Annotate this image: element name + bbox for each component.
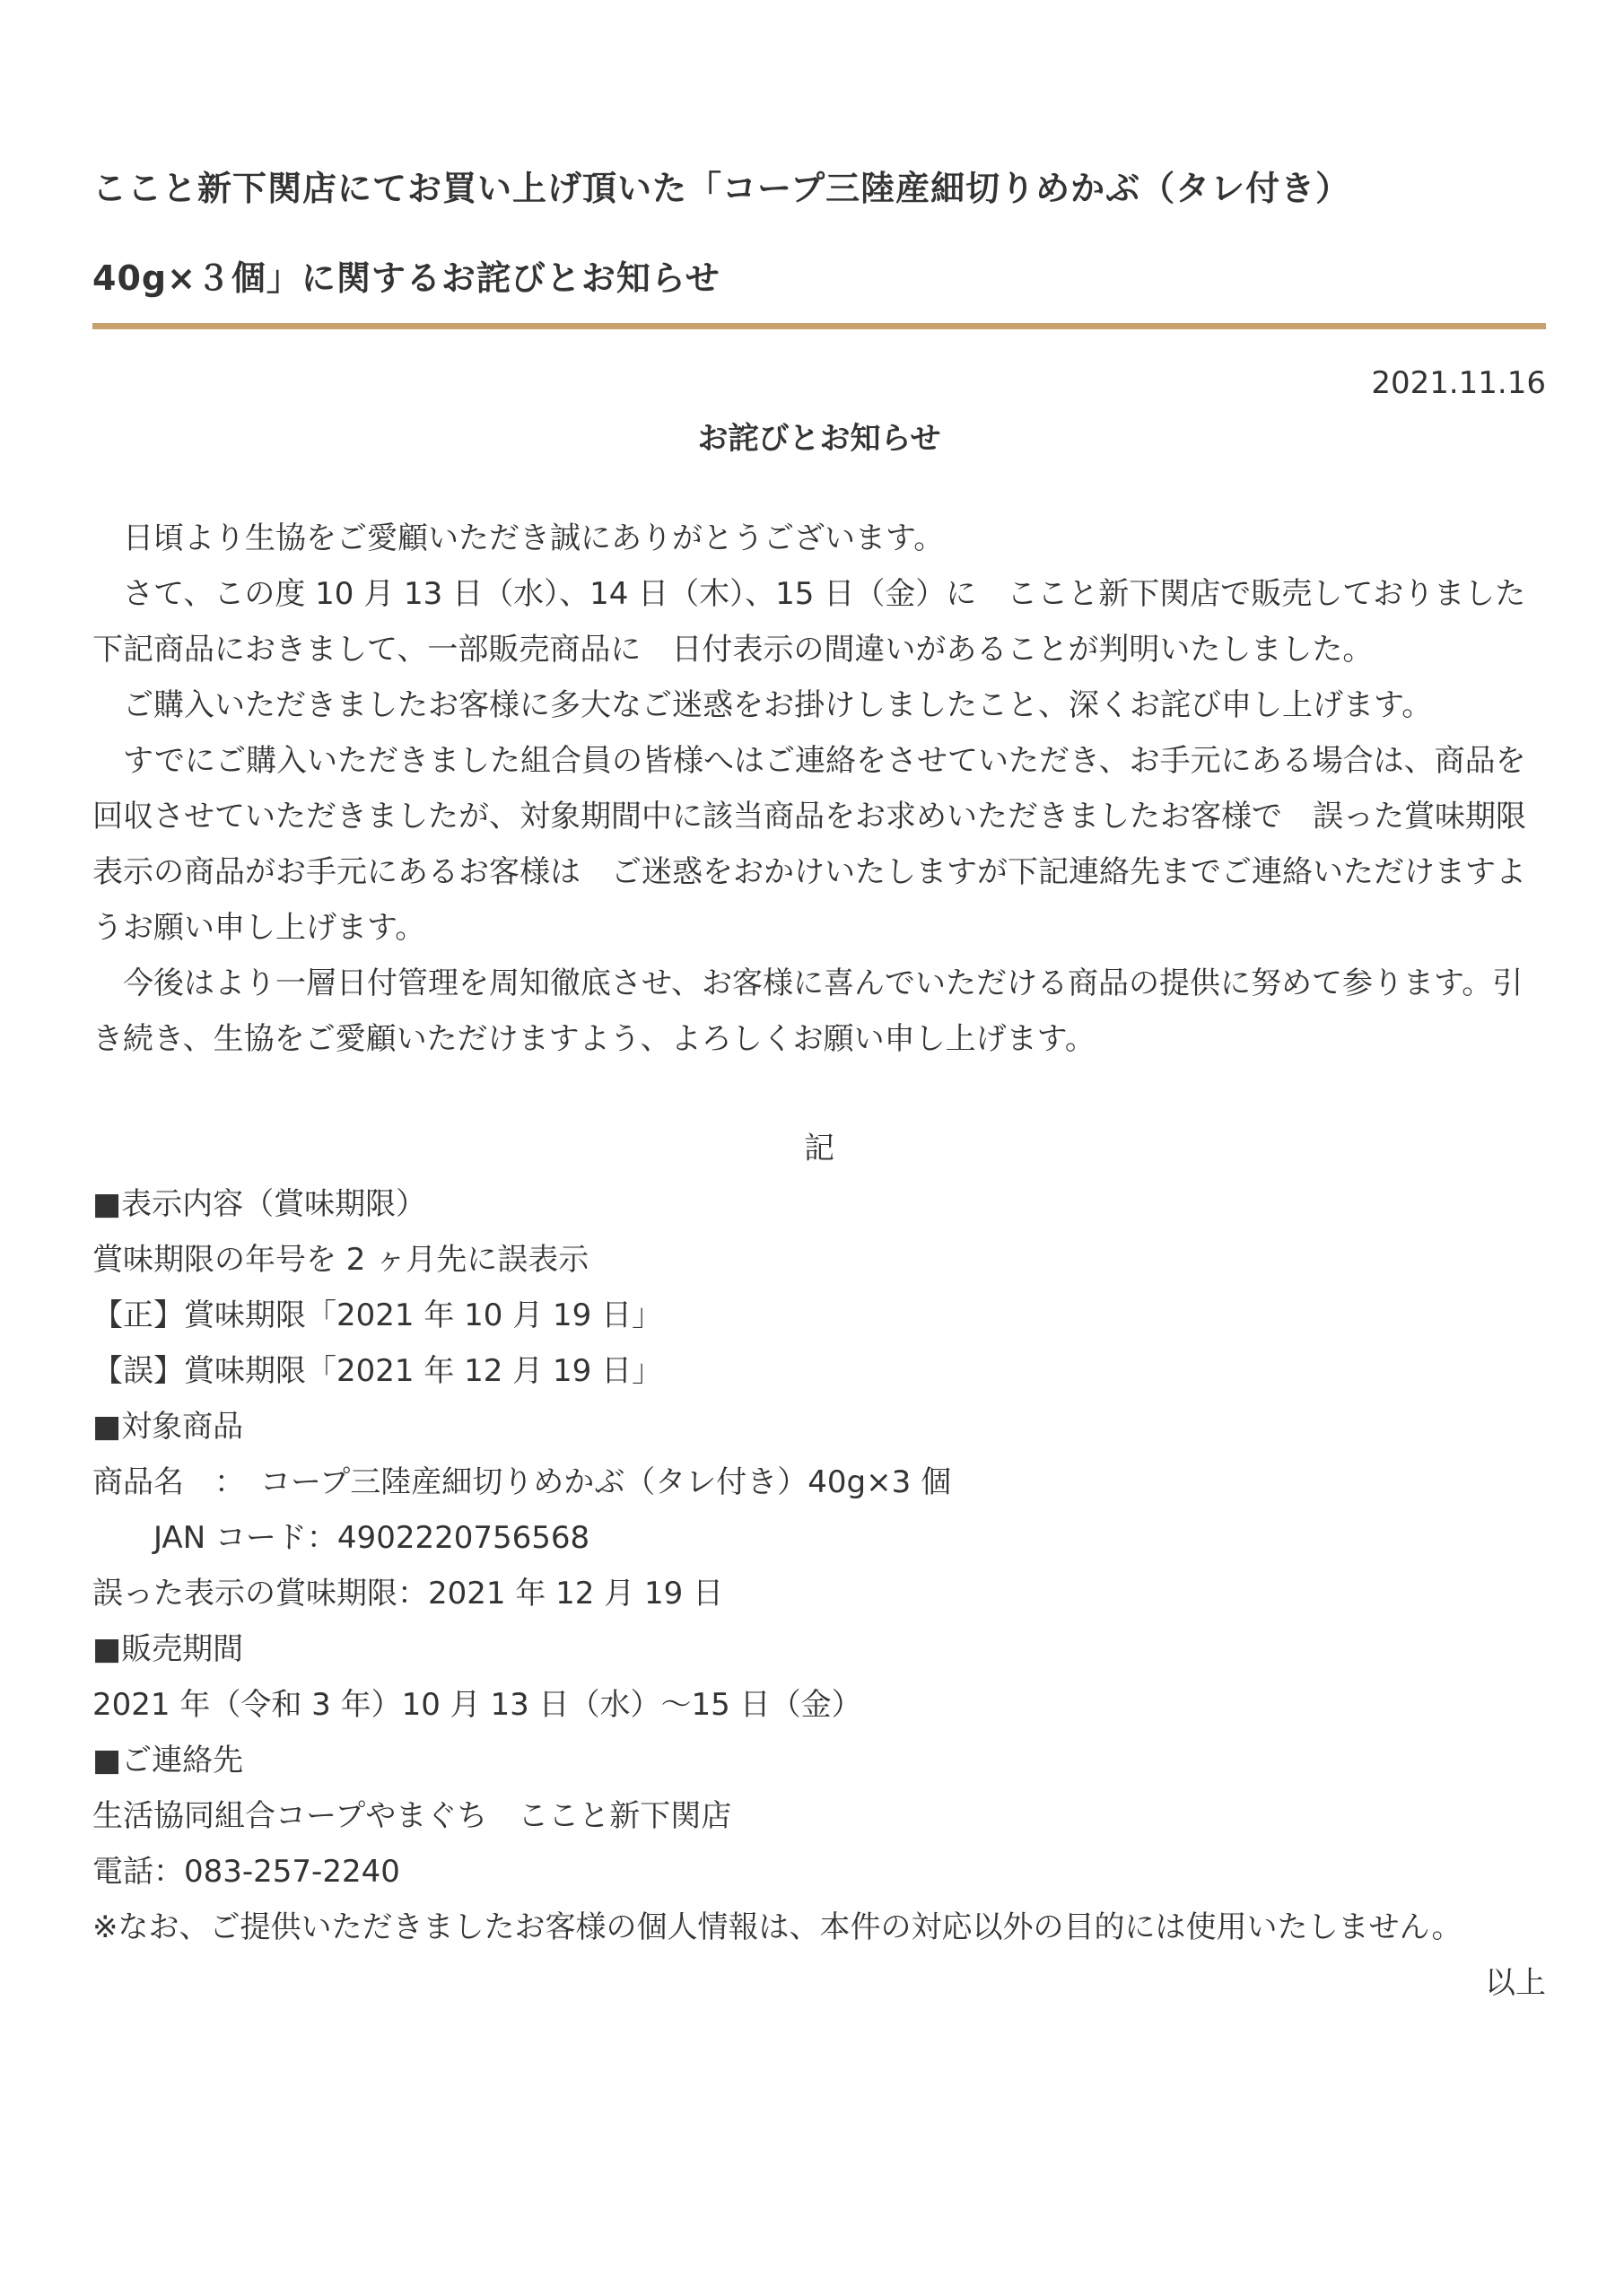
paragraph-issue: さて、この度 10 月 13 日（水）、14 日（木）、15 日（金）に ここと新下関店で販売しておりました下記商品におきまして、一部販売商品に 日付表示の間違いがあることが判明いたしました。 — [92, 576, 1526, 668]
period-heading: ■販売期間 — [92, 1631, 244, 1667]
display-heading: ■表示内容（賞味期限） — [92, 1186, 427, 1222]
product-name: 商品名 ： コープ三陸産細切りめかぶ（タレ付き）40g×3 個 — [92, 1464, 952, 1500]
paragraph-commitment: 今後はより一層日付管理を周知徹底させ、お客様に喜んでいただける商品の提供に努めて参ります。引き続き、生協をご愛顧いただけますよう、よろしくお願い申し上げます。 — [92, 965, 1524, 1057]
page-title — [92, 144, 1546, 323]
title-line-1: ここと新下関店にてお買い上げ頂いた「コープ三陸産細切りめかぶ（タレ付き） — [92, 169, 1351, 208]
notice-body — [92, 511, 1546, 1067]
wrong-expiry-date: 誤った表示の賞味期限：2021 年 12 月 19 日 — [92, 1576, 724, 1612]
product-heading: ■対象商品 — [92, 1409, 244, 1445]
closing-mark: 以上 — [1485, 1965, 1546, 2001]
notice-date: 2021.11.16 — [1371, 365, 1546, 401]
paragraph-request: すでにご購入いただきました組合員の皆様へはご連絡をさせていただき、お手元にある場合は、商品を回収させていただきましたが、対象期間中に該当商品をお求めいただきましたお客様で 誤った賞味期限表示の商品がお手元にあるお客様は ご迷惑をおかけいたしますが下記連絡先までご連絡いただけますようお願い申し上げます。 — [92, 743, 1526, 946]
correct-date: 【正】賞味期限「2021 年 10 月 19 日」 — [92, 1297, 663, 1333]
contact-phone: 電話：083-257-2240 — [92, 1854, 400, 1890]
notice-subtitle: お詫びとお知らせ — [697, 421, 941, 457]
title-line-2: 40g×３個」に関するお詫びとお知らせ — [92, 258, 720, 298]
title-underline — [92, 323, 1546, 329]
contact-organization: 生活協同組合コープやまぐち ここと新下関店 — [92, 1798, 732, 1834]
wrong-date: 【誤】賞味期限「2021 年 12 月 19 日」 — [92, 1353, 663, 1389]
privacy-note: ※なお、ご提供いただきましたお客様の個人情報は、本件の対応以外の目的には使用いたしません。 — [92, 1909, 1462, 1945]
notice-document — [92, 144, 1546, 2011]
sales-period: 2021 年（令和 3 年）10 月 13 日（水）～15 日（金） — [92, 1687, 862, 1723]
ki-marker: 記 — [804, 1131, 834, 1166]
contact-heading: ■ご連絡先 — [92, 1743, 244, 1778]
paragraph-greeting: 日頃より生協をご愛顧いただき誠にありがとうございます。 — [123, 520, 945, 556]
display-description: 賞味期限の年号を 2 ヶ月先に誤表示 — [92, 1242, 589, 1278]
record-details — [92, 1176, 1546, 1955]
jan-code: JAN コード：4902220756568 — [92, 1520, 590, 1556]
paragraph-apology: ご購入いただきましたお客様に多大なご迷惑をお掛けしましたこと、深くお詫び申し上げます。 — [123, 687, 1433, 723]
